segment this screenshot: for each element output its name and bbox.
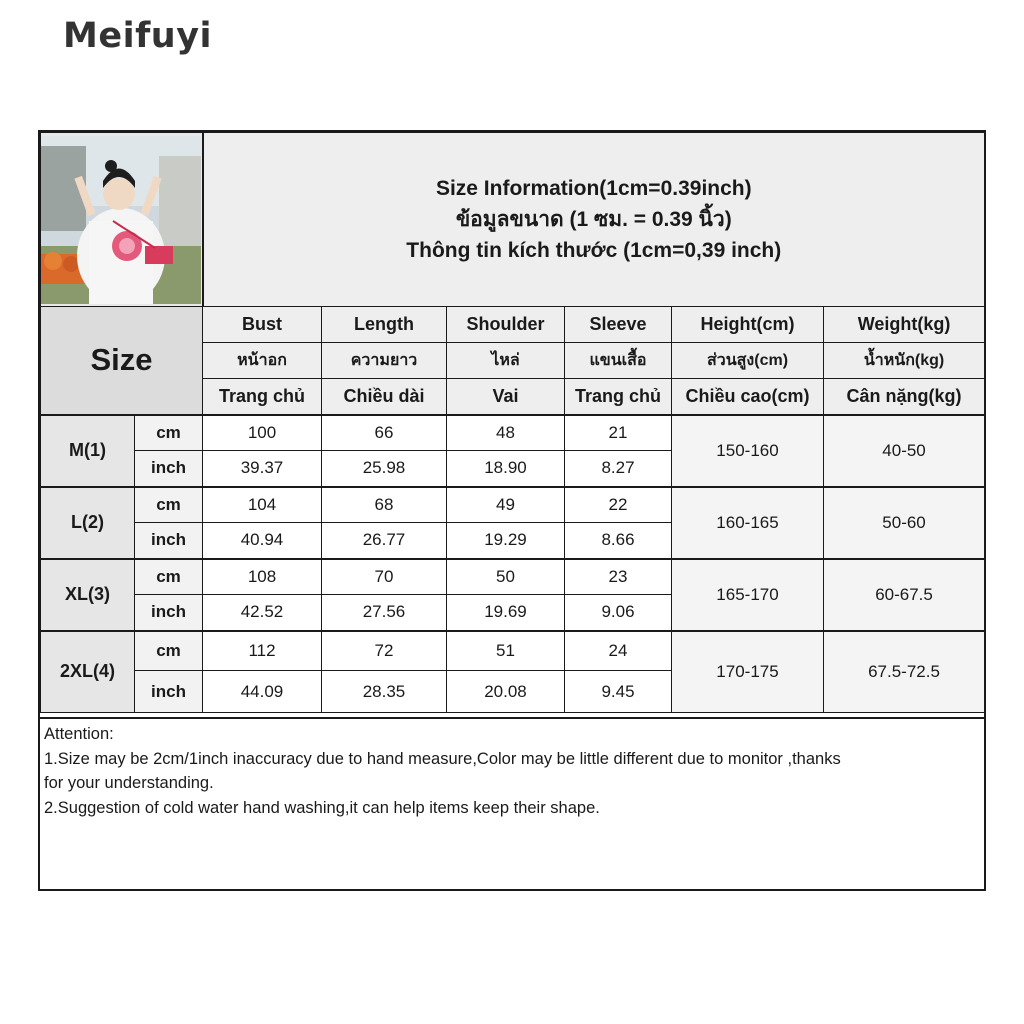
- size-info-header: [203, 133, 985, 307]
- brand-logo: Meifuyi: [63, 16, 213, 56]
- unit-cm: cm: [135, 631, 203, 671]
- notes-heading: Attention:: [44, 725, 114, 743]
- unit-cm: cm: [135, 559, 203, 595]
- cell-bust-inch: 39.37: [203, 451, 322, 487]
- cell-sleeve-inch: 8.27: [565, 451, 672, 487]
- header-th: น้ำหนัก(kg): [824, 343, 985, 379]
- header-vi: Trang chủ: [565, 379, 672, 415]
- unit-inch: inch: [135, 595, 203, 631]
- cell-shoulder-cm: 50: [447, 559, 565, 595]
- header-vi: Vai: [447, 379, 565, 415]
- cell-weight: 60-67.5: [824, 559, 985, 631]
- header-vi: Trang chủ: [203, 379, 322, 415]
- size-info-title-vi: Thông tin kích thước (1cm=0,39 inch): [406, 239, 782, 262]
- header-th: ไหล่: [447, 343, 565, 379]
- cell-shoulder-inch: 19.29: [447, 523, 565, 559]
- header-vi: Chiều cao(cm): [672, 379, 824, 415]
- header-th: หน้าอก: [203, 343, 322, 379]
- cell-bust-cm: 100: [203, 415, 322, 451]
- cell-shoulder-inch: 19.69: [447, 595, 565, 631]
- header-th: แขนเสื้อ: [565, 343, 672, 379]
- cell-shoulder-cm: 51: [447, 631, 565, 671]
- size-label: XL(3): [41, 559, 135, 631]
- header-en: Length: [322, 307, 447, 343]
- header-en: Shoulder: [447, 307, 565, 343]
- header-th: ส่วนสูง(cm): [672, 343, 824, 379]
- model-photo: [41, 133, 203, 307]
- header-en: Height(cm): [672, 307, 824, 343]
- header-vi: Chiều dài: [322, 379, 447, 415]
- cell-height: 150-160: [672, 415, 824, 487]
- cell-shoulder-cm: 49: [447, 487, 565, 523]
- unit-inch: inch: [135, 523, 203, 559]
- model-photo-image: [41, 136, 201, 304]
- unit-cm: cm: [135, 415, 203, 451]
- cell-length-cm: 66: [322, 415, 447, 451]
- cell-bust-inch: 44.09: [203, 671, 322, 713]
- cell-bust-cm: 112: [203, 631, 322, 671]
- cell-shoulder-cm: 48: [447, 415, 565, 451]
- header-en: Weight(kg): [824, 307, 985, 343]
- cell-sleeve-cm: 24: [565, 631, 672, 671]
- cell-sleeve-inch: 8.66: [565, 523, 672, 559]
- unit-cm: cm: [135, 487, 203, 523]
- cell-shoulder-inch: 18.90: [447, 451, 565, 487]
- size-label: L(2): [41, 487, 135, 559]
- size-chart: [38, 130, 986, 891]
- note-line: 2.Suggestion of cold water hand washing,it can help items keep their shape.: [44, 798, 600, 817]
- cell-sleeve-inch: 9.45: [565, 671, 672, 713]
- cell-height: 160-165: [672, 487, 824, 559]
- header-en: Sleeve: [565, 307, 672, 343]
- cell-sleeve-inch: 9.06: [565, 595, 672, 631]
- cell-bust-cm: 104: [203, 487, 322, 523]
- cell-length-inch: 26.77: [322, 523, 447, 559]
- cell-weight: 50-60: [824, 487, 985, 559]
- cell-sleeve-cm: 21: [565, 415, 672, 451]
- note-line: for your understanding.: [44, 774, 214, 792]
- cell-length-inch: 27.56: [322, 595, 447, 631]
- cell-length-cm: 70: [322, 559, 447, 595]
- cell-bust-cm: 108: [203, 559, 322, 595]
- size-table: [40, 132, 985, 713]
- cell-bust-inch: 40.94: [203, 523, 322, 559]
- cell-weight: 40-50: [824, 415, 985, 487]
- size-info-title-th: ข้อมูลขนาด (1 ซม. = 0.39 นิ้ว): [455, 208, 732, 231]
- size-column-header: Size: [41, 307, 203, 415]
- header-vi: Cân nặng(kg): [824, 379, 985, 415]
- cell-length-inch: 28.35: [322, 671, 447, 713]
- cell-height: 170-175: [672, 631, 824, 713]
- cell-height: 165-170: [672, 559, 824, 631]
- cell-sleeve-cm: 23: [565, 559, 672, 595]
- cell-length-cm: 72: [322, 631, 447, 671]
- header-th: ความยาว: [322, 343, 447, 379]
- header-en: Bust: [203, 307, 322, 343]
- cell-shoulder-inch: 20.08: [447, 671, 565, 713]
- note-line: 1.Size may be 2cm/1inch inaccuracy due to hand measure,Color may be little different due to monitor ,thanks: [44, 749, 841, 768]
- size-label: M(1): [41, 415, 135, 487]
- size-info-title-en: Size Information(1cm=0.39inch): [435, 177, 752, 200]
- unit-inch: inch: [135, 671, 203, 713]
- cell-length-inch: 25.98: [322, 451, 447, 487]
- size-label: 2XL(4): [41, 631, 135, 713]
- unit-inch: inch: [135, 451, 203, 487]
- attention-notes: [40, 717, 984, 889]
- cell-weight: 67.5-72.5: [824, 631, 985, 713]
- cell-bust-inch: 42.52: [203, 595, 322, 631]
- cell-length-cm: 68: [322, 487, 447, 523]
- cell-sleeve-cm: 22: [565, 487, 672, 523]
